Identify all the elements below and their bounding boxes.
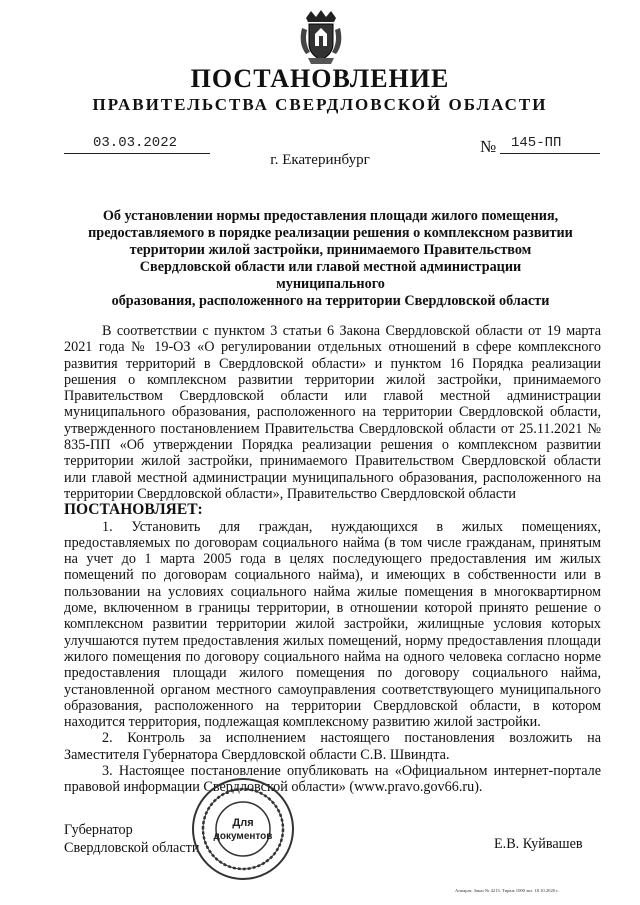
title-line: образования, расположенного на территории Свердловской области [111, 293, 550, 309]
document-body [64, 323, 601, 796]
document-date: 03.03.2022 [93, 135, 178, 151]
print-info: Аппарат. Заказ № 4213. Тираж 1000 экз. 18.10.2020 г. [455, 888, 559, 893]
signer-name: Е.В. Куйвашев [494, 836, 583, 852]
title-line: территории жилой застройки, принимаемого Правительством [129, 242, 532, 258]
item-paragraph: 2. Контроль за исполнением настоящего постановления возложить на Заместителя Губернатора Свердловской области С.В. Швиндта. [64, 730, 601, 763]
stamp-center-line: документов [213, 831, 273, 842]
city-label: г. Екатеринбург [270, 152, 370, 168]
round-stamp [190, 776, 296, 882]
stamp-center-line: Для [232, 817, 254, 829]
signer-position [64, 821, 199, 857]
document-type-heading: ПОСТАНОВЛЕНИЕ [190, 64, 450, 93]
decree-word: ПОСТАНОВЛЯЕТ: [64, 501, 203, 519]
issuer-heading: ПРАВИТЕЛЬСТВА СВЕРДЛОВСКОЙ ОБЛАСТИ [92, 95, 548, 114]
document-number: 145-ПП [511, 135, 562, 151]
title-line: Об установлении нормы предоставления площади жилого помещения, [102, 208, 559, 224]
coat-of-arms-emblem [298, 8, 344, 66]
number-sign: № [480, 137, 497, 156]
item-paragraph: 1. Установить для граждан, нуждающихся в жилых помещениях, предоставляемых по договорам социального найма (в том числе гражданам, принятым на учет до 1 марта 2005 года в целях последующего предоставления им жилых помещений по договорам социального найма), и имеющих в собственности или в пользовании на условиях социального найма жилые помещения в многоквартирном доме, включенном в границы территории, в отношении которой принято решение о комплексном развитии территории жилой застройки, жилищные условия которых улучшаются путем предоставления жилых помещений, норму предоставления площади жилого помещения по договору социального найма на одного человека согласно норме предоставления площади жилого помещения по договору социального найма, установленной органом местного самоуправления соответствующего муниципального образования, расположенного на территории Свердловской области, в котором находится территория, подлежащая комплексному развитию жилой застройки. [64, 518, 601, 731]
item-paragraph: 3. Настоящее постановление опубликовать на «Официальном интернет-портале правовой информации Свердловской области» (www.pravo.gov66.ru). [64, 763, 601, 796]
title-line: предоставляемого в порядке реализации решения о комплексном развитии [88, 225, 573, 241]
position-line: Свердловской области [64, 840, 200, 856]
preamble-paragraph: В соответствии с пунктом 3 статьи 6 Закона Свердловской области от 19 марта 2021 года № 19-ОЗ «О регулировании отдельных отношений в сфере комплексного развития территорий в Свердловской области» и пунктом 16 Порядка реализации решения о комплексном развитии территории жилой застройки, принимаемого Правительством Свердловской области или главой местной администрации муниципального образования, расположенного на территории Свердловской области, утвержденного постановлением Правительства Свердловской области от 25.11.2021 № 835-ПП «Об утверждении Порядка реализации решения о комплексном развитии территории жилой застройки, принимаемого Правительством Свердловской области или главой местной администрации муниципального образования, расположенного на территории Свердловской области», Правительство Свердловской области [64, 323, 601, 502]
position-line: Губернатор [64, 822, 133, 838]
title-line: Свердловской области или главой местной администрации муниципального [139, 259, 522, 292]
document-title [88, 208, 573, 310]
